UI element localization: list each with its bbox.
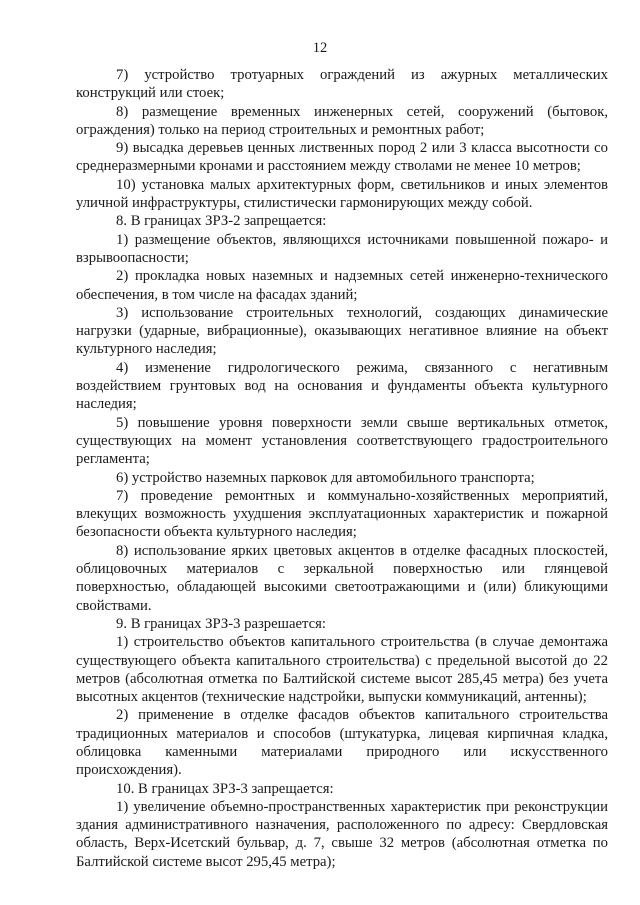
paragraph: 8) размещение временных инженерных сетей, сооружений (бытовок, ограждения) только на период строительных и ремонтных работ; — [76, 103, 608, 138]
section-heading: 9. В границах ЗРЗ-3 разрешается: — [116, 615, 326, 632]
document-body — [76, 66, 608, 871]
paragraph: 2) применение в отделке фасадов объектов капитального строительства традиционных материалов и способов (штукатурка, лицевая кирпичная кладка, облицовка каменными материалами природного или искусственного происхождения). — [76, 707, 608, 779]
paragraph: 8) использование ярких цветовых акцентов в отделке фасадных плоскостей, облицовочных материалов с зеркальной поверхностью или глянцевой поверхностью, обладающей высокими светоотражающими и (или) бликующими свойствами. — [76, 542, 608, 614]
paragraph: 10) установка малых архитектурных форм, светильников и иных элементов уличной инфраструктуры, стилистически гармонирующих между собой. — [76, 176, 608, 212]
paragraph: 7) устройство тротуарных ограждений из ажурных металлических конструкций или стоек; — [76, 67, 608, 102]
section-heading: 10. В границах ЗРЗ-3 запрещается: — [116, 780, 334, 797]
paragraph: 7) проведение ремонтных и коммунально-хозяйственных мероприятий, влекущих возможность ухудшения эксплуатационных характеристик и пожарной безопасности объекта культурного наследия; — [76, 487, 608, 541]
paragraph: 3) использование строительных технологий, создающих динамические нагрузки (ударные, вибрационные), оказывающих негативное влияние на объект культурного наследия; — [76, 304, 608, 358]
paragraph: 6) устройство наземных парковок для автомобильного транспорта; — [116, 469, 535, 486]
paragraph: 5) повышение уровня поверхности земли свыше вертикальных отметок, существующих на момент установления соответствующего градостроительного регламента; — [76, 414, 608, 468]
paragraph: 2) прокладка новых наземных и надземных сетей инженерно-технического обеспечения, в том числе на фасадах зданий; — [76, 268, 608, 303]
paragraph: 4) изменение гидрологического режима, связанного с негативным воздействием грунтовых вод на основания и фундаменты объекта культурного наследия; — [76, 359, 608, 413]
section-heading: 8. В границах ЗРЗ-2 запрещается: — [116, 213, 327, 230]
paragraph: 1) размещение объектов, являющихся источниками повышенной пожаро- и взрывоопасности; — [76, 231, 608, 266]
paragraph: 1) строительство объектов капитального строительства (в случае демонтажа существующего объекта капитального строительства) с предельной высотой до 22 метров (абсолютная отметка по Балтийской системе высот 285,45 метра) без учета высотных акцентов (технические надстройки, выпуски коммуникаций, антенны); — [76, 634, 608, 706]
page-number: 12 — [312, 40, 328, 56]
paragraph: 9) высадка деревьев ценных лиственных пород 2 или 3 класса высотности со среднеразмерными кронами и расстоянием между стволами не менее 10 метров; — [76, 140, 608, 175]
paragraph: 1) увеличение объемно-пространственных характеристик при реконструкции здания административного назначения, расположенного по адресу: Свердловская область, Верх-Исетский бульвар, д. 7, свыше 32 метров (абсолютная отметка по Балтийской системе высот 295,45 метра); — [76, 798, 608, 870]
